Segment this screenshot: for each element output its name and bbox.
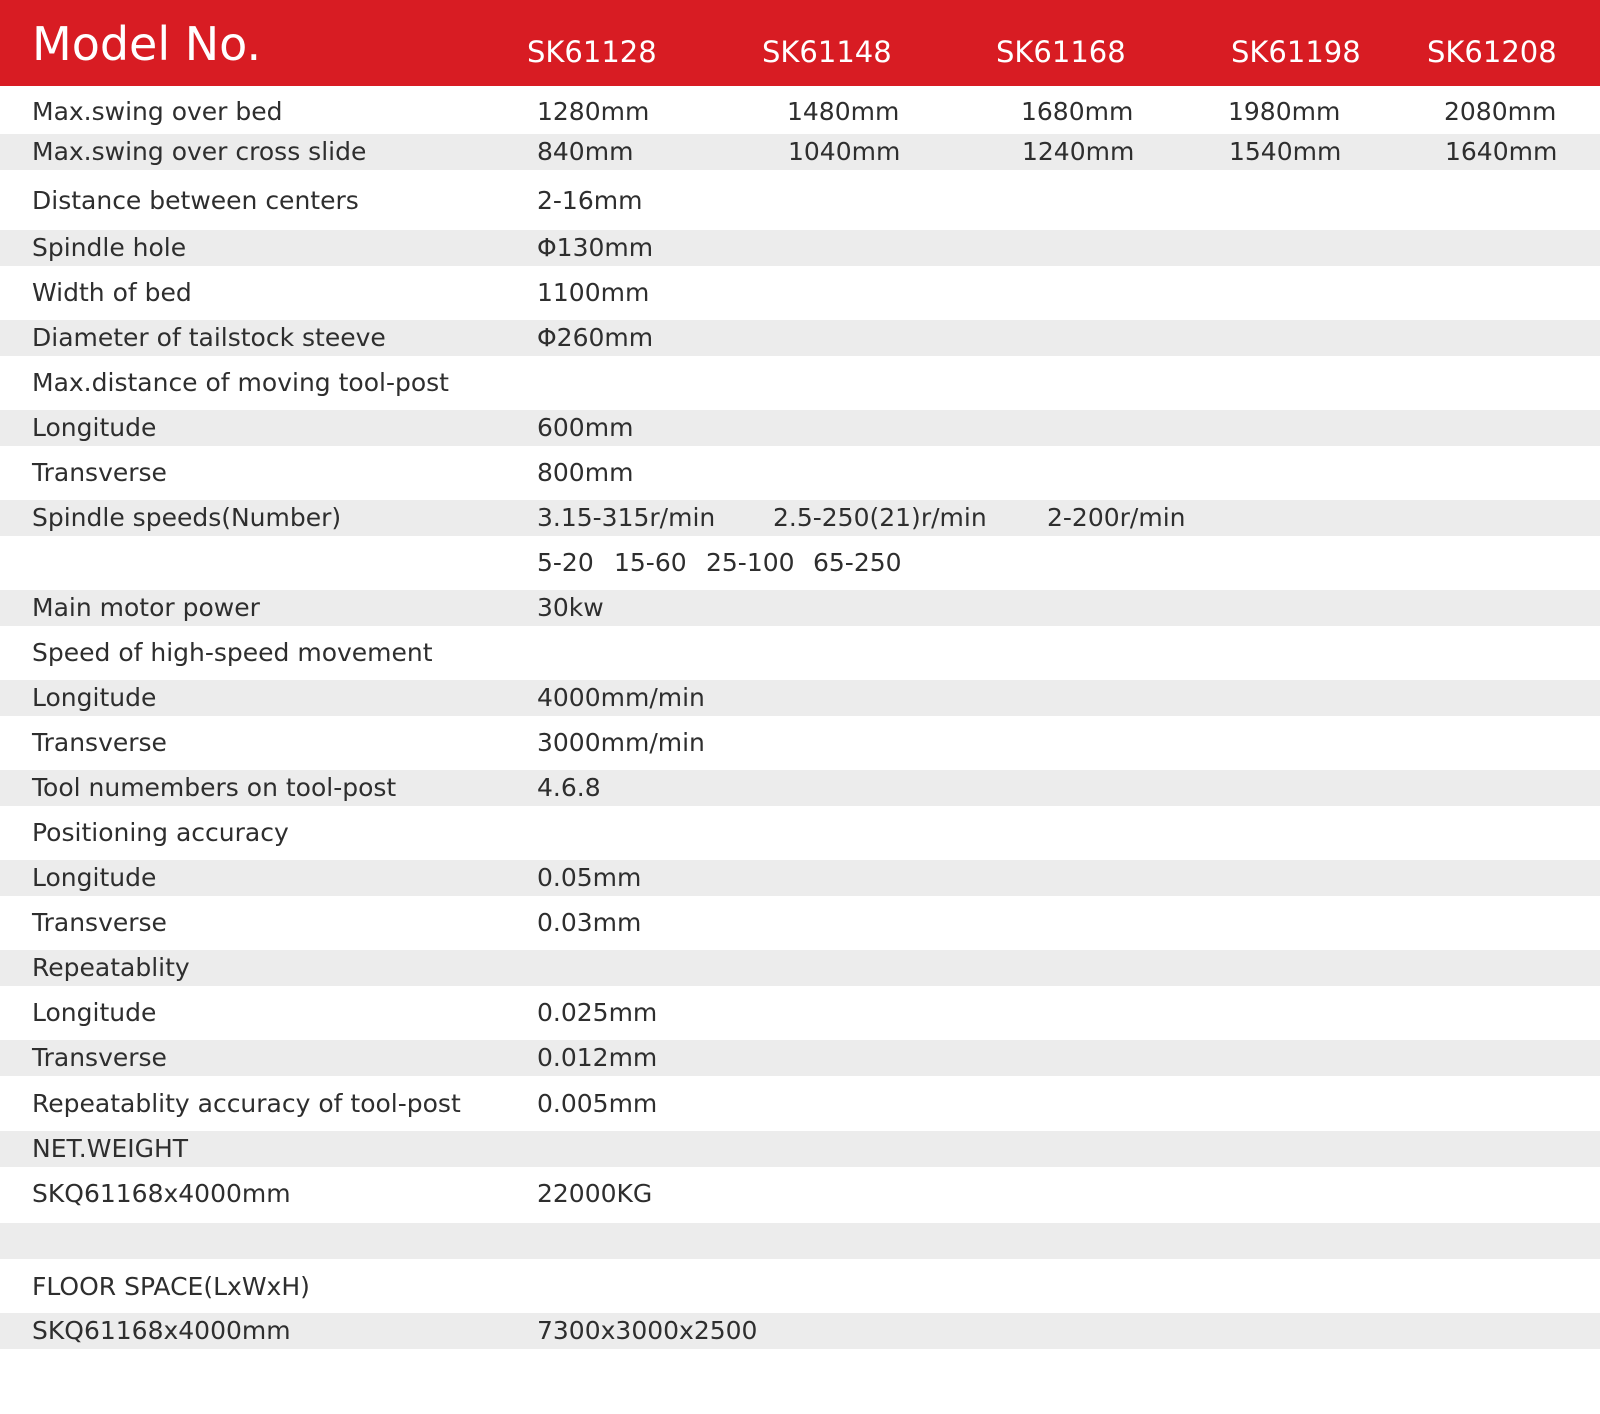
spec-row bbox=[0, 860, 1600, 896]
spec-label: NET.WEIGHT bbox=[32, 1134, 189, 1163]
spec-value: 800mm bbox=[537, 458, 634, 487]
spec-label: Longitude bbox=[32, 413, 157, 442]
spec-label: Transverse bbox=[32, 1043, 167, 1072]
spec-label: SKQ61168x4000mm bbox=[32, 1179, 291, 1208]
spec-label: Max.swing over cross slide bbox=[32, 137, 367, 166]
spec-value: 4000mm/min bbox=[537, 683, 705, 712]
spec-row bbox=[0, 725, 1600, 761]
spec-value: 1980mm bbox=[1228, 97, 1341, 126]
spec-section-heading bbox=[0, 365, 1600, 401]
spec-value: 1480mm bbox=[787, 97, 900, 126]
spec-label: Longitude bbox=[32, 863, 157, 892]
model-header-sk61168: SK61168 bbox=[996, 35, 1126, 69]
spec-label: Width of bed bbox=[32, 278, 192, 307]
spec-table-header bbox=[0, 0, 1600, 86]
spec-row bbox=[0, 1176, 1600, 1212]
spec-value: 3000mm/min bbox=[537, 728, 705, 757]
spec-label: Transverse bbox=[32, 908, 167, 937]
spec-value: 1640mm bbox=[1445, 137, 1558, 166]
spec-label: Spindle hole bbox=[32, 233, 187, 262]
spec-value: 2-200r/min bbox=[1047, 503, 1186, 532]
spec-row bbox=[0, 590, 1600, 626]
spec-label: SKQ61168x4000mm bbox=[32, 1316, 291, 1345]
spec-value: 30kw bbox=[537, 593, 604, 622]
spec-label: Spindle speeds(Number) bbox=[32, 503, 342, 532]
spec-value: 600mm bbox=[537, 413, 634, 442]
spec-value: 1240mm bbox=[1022, 137, 1135, 166]
spec-value: 4.6.8 bbox=[537, 773, 601, 802]
spec-value: 5-20 bbox=[537, 548, 594, 577]
spec-value: Φ260mm bbox=[537, 323, 654, 352]
spec-label: Repeatablity accuracy of tool-post bbox=[32, 1089, 461, 1118]
model-header-sk61128: SK61128 bbox=[527, 35, 657, 69]
spec-value: 0.05mm bbox=[537, 863, 642, 892]
spec-row bbox=[0, 770, 1600, 806]
spec-label: Positioning accuracy bbox=[32, 818, 289, 847]
spec-row bbox=[0, 455, 1600, 491]
spec-value: 1040mm bbox=[788, 137, 901, 166]
spec-value: 2.5-250(21)r/min bbox=[773, 503, 987, 532]
spec-value: 25-100 bbox=[706, 548, 795, 577]
spec-label: Main motor power bbox=[32, 593, 260, 622]
spec-value: 0.012mm bbox=[537, 1043, 658, 1072]
spec-value: 1540mm bbox=[1229, 137, 1342, 166]
spec-value: 7300x3000x2500 bbox=[537, 1316, 758, 1345]
spec-section-heading bbox=[0, 635, 1600, 671]
spec-row bbox=[0, 905, 1600, 941]
spec-value: Φ130mm bbox=[537, 233, 654, 262]
spec-row bbox=[0, 320, 1600, 356]
spec-row bbox=[0, 275, 1600, 311]
spec-value: 1680mm bbox=[1021, 97, 1134, 126]
spec-row bbox=[0, 995, 1600, 1031]
spec-label: Max.distance of moving tool-post bbox=[32, 368, 449, 397]
spec-row bbox=[0, 500, 1600, 536]
spec-label: Repeatablity bbox=[32, 953, 190, 982]
spec-value: 2080mm bbox=[1444, 97, 1557, 126]
model-no-title: Model No. bbox=[32, 17, 262, 71]
spec-value: 0.005mm bbox=[537, 1089, 658, 1118]
spec-label: FLOOR SPACE(LxWxH) bbox=[32, 1272, 310, 1301]
spec-value: 0.03mm bbox=[537, 908, 642, 937]
spec-value: 1280mm bbox=[537, 97, 650, 126]
model-header-sk61208: SK61208 bbox=[1427, 35, 1557, 69]
spec-label: Speed of high-speed movement bbox=[32, 638, 433, 667]
spec-row bbox=[0, 680, 1600, 716]
spec-section-heading bbox=[0, 1269, 1600, 1305]
spec-label: Tool numembers on tool-post bbox=[32, 773, 397, 802]
spec-value: 3.15-315r/min bbox=[537, 503, 716, 532]
spec-row bbox=[0, 1086, 1600, 1122]
spec-row bbox=[0, 1040, 1600, 1076]
spec-section-heading bbox=[0, 1131, 1600, 1167]
spec-value: 22000KG bbox=[537, 1179, 653, 1208]
spec-label: Longitude bbox=[32, 998, 157, 1027]
spec-label: Diameter of tailstock steeve bbox=[32, 323, 386, 352]
spec-label: Transverse bbox=[32, 728, 167, 757]
spec-row bbox=[0, 410, 1600, 446]
spec-value: 840mm bbox=[537, 137, 634, 166]
spacer-row bbox=[0, 1223, 1600, 1259]
spec-label: Distance between centers bbox=[32, 186, 359, 215]
spec-label: Longitude bbox=[32, 683, 157, 712]
spec-row bbox=[0, 1313, 1600, 1349]
spec-value: 1100mm bbox=[537, 278, 650, 307]
spec-label: Max.swing over bed bbox=[32, 97, 283, 126]
spec-row bbox=[0, 183, 1600, 219]
spec-row bbox=[0, 134, 1600, 170]
spec-value: 65-250 bbox=[813, 548, 902, 577]
spec-section-heading bbox=[0, 950, 1600, 986]
model-header-sk61198: SK61198 bbox=[1231, 35, 1361, 69]
spec-section-heading bbox=[0, 815, 1600, 851]
spec-value: 2-16mm bbox=[537, 186, 643, 215]
spec-value: 15-60 bbox=[614, 548, 687, 577]
spec-row bbox=[0, 94, 1600, 130]
model-header-sk61148: SK61148 bbox=[762, 35, 892, 69]
spec-label: Transverse bbox=[32, 458, 167, 487]
spec-row bbox=[0, 545, 1600, 581]
spec-row bbox=[0, 230, 1600, 266]
spec-value: 0.025mm bbox=[537, 998, 658, 1027]
